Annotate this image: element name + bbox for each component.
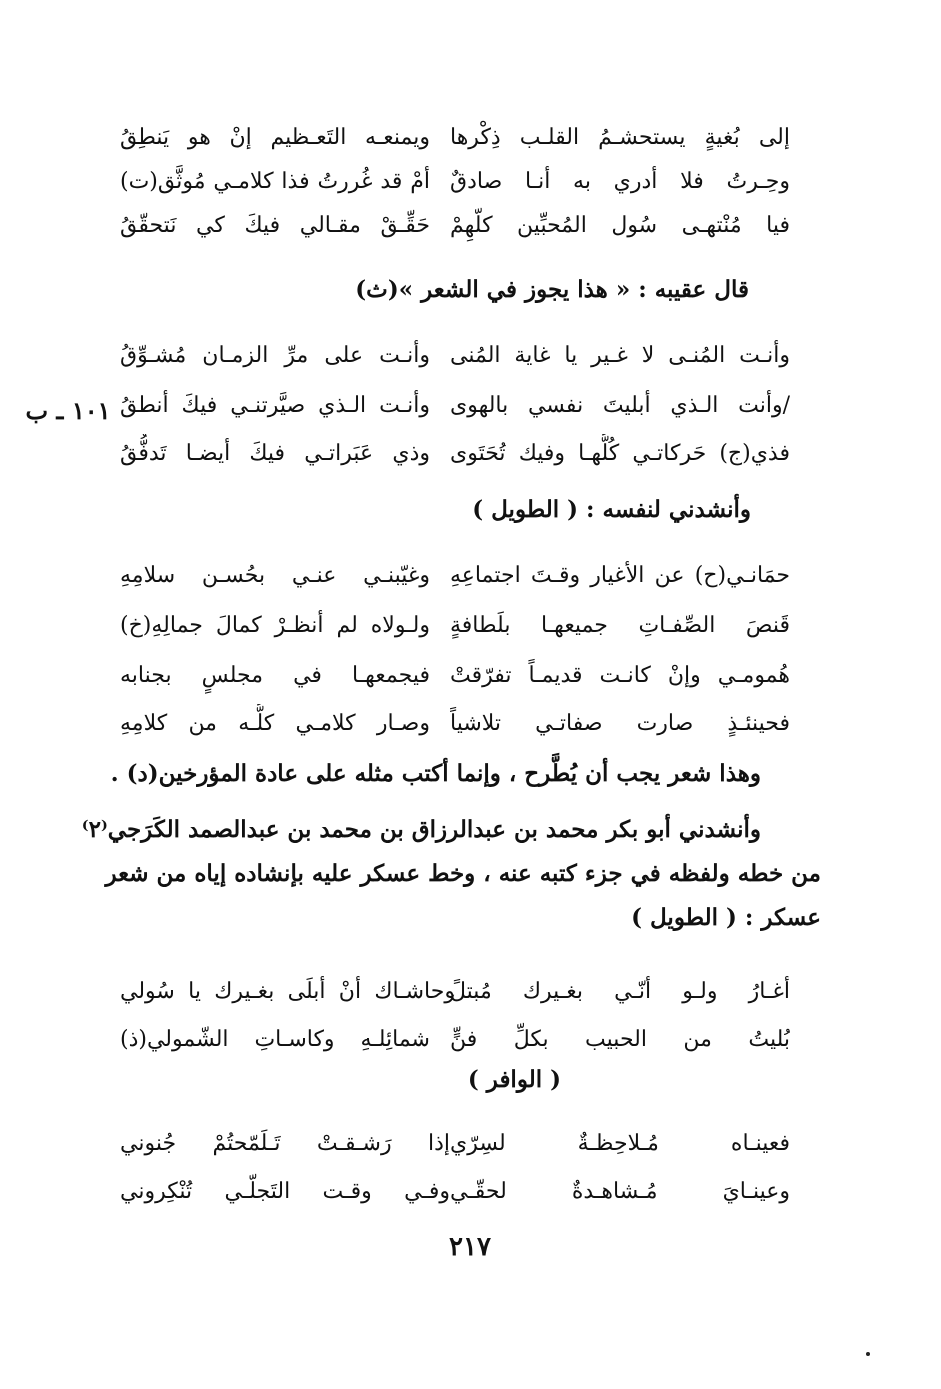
verse-second-hemistich: شمائِلـهِ وكاسـاتِ الشّمولي(ذ) bbox=[120, 1027, 430, 1052]
meter-intro: وأنشدني لنفسه : ( الطويل ) bbox=[472, 496, 751, 523]
verse-first-hemistich: وأنـت المُنـى لا غـير يا غاية المُنى bbox=[450, 343, 790, 368]
meter-label: ( الوافر ) bbox=[467, 1066, 561, 1093]
verse-second-hemistich: وحاشـاك أنْ أبلَى بغـيرك يا سُولي bbox=[120, 979, 455, 1004]
commentary-note: قال عقيبه : « هذا يجوز في الشعر »(ث) bbox=[355, 276, 749, 303]
page-number: ٢١٧ bbox=[449, 1232, 491, 1262]
verse-second-hemistich: ولـولاه لم أنظـرْ كمالَ جمالِهِ(خ) bbox=[120, 613, 430, 638]
verse-first-hemistich: وحِـرتُ فلا أدري به أنـا صادقٌ bbox=[450, 169, 790, 194]
verse-second-hemistich: ويمنعـه التَعـظيم إنْ هو يَنطِقُ bbox=[120, 125, 430, 150]
paragraph-line: وأنشدني أبو بكر محمد بن عبدالرزاق بن محمد بن عبدالصمد الكَرَجي⁽٢⁾ bbox=[81, 816, 761, 843]
verse-line bbox=[120, 386, 790, 426]
commentary-note: وهذا شعر يجب أن يُطَّرح ، وإنما أكتب مثله على عادة المؤرخين(د) . bbox=[110, 760, 761, 787]
verse-second-hemistich: وأنـت على مرِّ الزمـان مُشـوِّقُ bbox=[120, 343, 430, 368]
paragraph-line: من خطه ولفظه في جزء كتبه عنه ، وخط عسكر عليه بإنشاده إياه من شعر bbox=[105, 860, 821, 887]
verse-first-hemistich: /وأنت الـذي أبليتَ نفسي بالهوى bbox=[450, 393, 790, 418]
verse-second-hemistich: أمْ قد غُررتُ فذا كلامـي مُوثَّق(ت) bbox=[120, 169, 430, 194]
verse-line bbox=[120, 1020, 790, 1060]
verse-first-hemistich: هُمومـي وإنْ كانـت قديمـاً تفرّقتْ bbox=[450, 663, 790, 688]
verse-line bbox=[120, 206, 790, 246]
verse-line bbox=[120, 162, 790, 202]
verse-second-hemistich: حَقِّـقْ مقـالي فيكَ كي نَتحقّقُ bbox=[120, 213, 430, 238]
verse-second-hemistich: إذا رَشـقـتْ تَـلَمّحتُمْ جُنوني bbox=[120, 1131, 450, 1156]
verse-second-hemistich: وغيّبنـي عنـي بحُسـن سلامِهِ bbox=[120, 563, 430, 588]
verse-second-hemistich: وصـار كلامـي كلُّـه من كلامِهِ bbox=[120, 711, 430, 736]
verse-first-hemistich: حمَانـي(ح) عن الأغيار وقـتَ اجتماعِهِ bbox=[450, 563, 790, 588]
verse-line bbox=[120, 704, 790, 744]
verse-line bbox=[120, 606, 790, 646]
verse-line bbox=[120, 434, 790, 474]
verse-first-hemistich: فعينـاه مُـلاحِظـةٌ لسِرّي bbox=[450, 1131, 790, 1156]
verse-first-hemistich: فيا مُنْتهـى سُول المُحبِّين كلّهِمْ bbox=[450, 213, 790, 238]
verse-first-hemistich: فحينئـذٍ صارت صفاتـي تلاشياً bbox=[450, 711, 790, 736]
verse-second-hemistich: وأنـت الـذي صيَّرتنـي فيكَ أنطقُ bbox=[120, 393, 430, 418]
verse-line bbox=[120, 1124, 790, 1164]
manuscript-folio-marker: ١٠١ ـ ب bbox=[25, 396, 111, 425]
verse-line bbox=[120, 336, 790, 376]
verse-line bbox=[120, 118, 790, 158]
verse-first-hemistich: بُليتُ من الحبيب بكلِّ فنٍّ bbox=[450, 1027, 790, 1052]
verse-first-hemistich: فذي(ج) حَركاتـي كُلُّهـا وفيك تُحَتَوى bbox=[450, 441, 790, 466]
print-speck bbox=[866, 1352, 870, 1356]
verse-line bbox=[120, 1172, 790, 1212]
verse-line bbox=[120, 556, 790, 596]
verse-second-hemistich: فيجمعهـا في مجلسٍ بجنابه bbox=[120, 663, 430, 688]
verse-first-hemistich: وعينـايَ مُـشاهـدةٌ لحقّـي bbox=[450, 1179, 790, 1204]
verse-second-hemistich: وفـي وقـت التَجلّـي تُنْكِروني bbox=[120, 1179, 450, 1204]
verse-line bbox=[120, 656, 790, 696]
verse-first-hemistich: إلى بُغيةٍ يستحشـمُ القلـب ذِكْرها bbox=[450, 125, 790, 150]
paragraph-line: عسكر : ( الطويل ) bbox=[631, 904, 821, 931]
verse-line bbox=[120, 972, 790, 1012]
verse-first-hemistich: قَنصَ الصِّفـاتِ جميعهـا بلَطافةٍ bbox=[450, 613, 790, 638]
verse-second-hemistich: وذي عَبَراتـي فيكَ أيضـا تَدفُّقُ bbox=[120, 441, 430, 466]
verse-first-hemistich: أغـارُ ولـو أنّـي بغـيرك مُبتلً bbox=[450, 979, 790, 1004]
